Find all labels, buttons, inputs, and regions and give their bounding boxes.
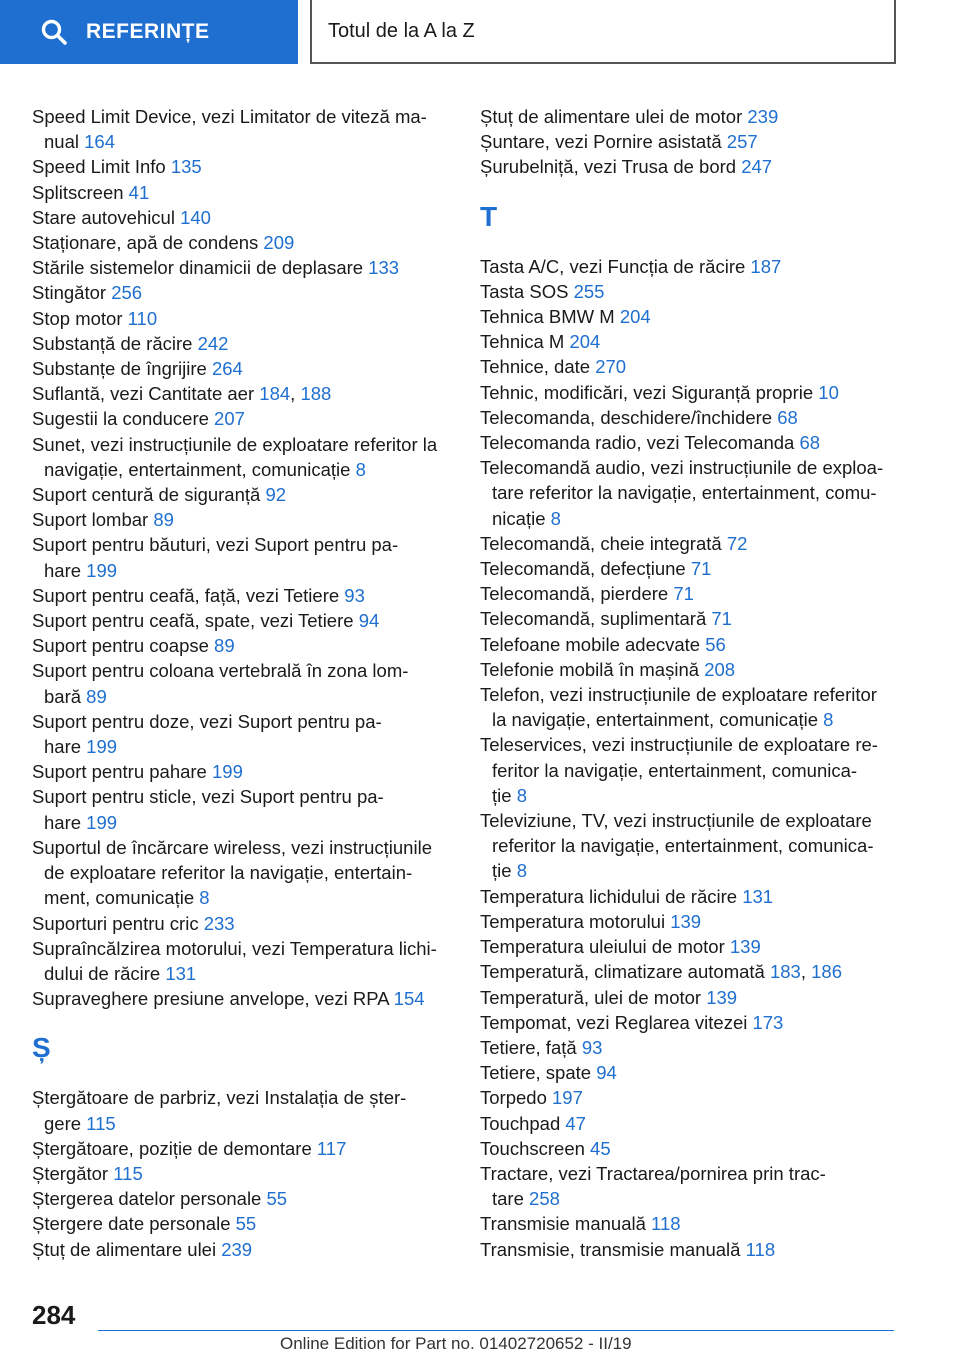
index-entry [32, 835, 452, 911]
page-reference-link[interactable]: 117 [316, 1137, 347, 1159]
index-entry-text: Suport pentru sticle, vezi Suport pentru pa- [32, 786, 384, 808]
index-entry-text: Temperatură, climatizare automată [480, 961, 770, 983]
page-reference-link[interactable]: 45 [590, 1137, 611, 1159]
page-reference-link[interactable]: 204 [619, 306, 651, 328]
section-label: REFERINȚE [86, 20, 210, 43]
index-entry [32, 911, 452, 936]
index-letter-heading: T [480, 200, 498, 232]
page-reference-link[interactable]: 89 [86, 685, 107, 707]
index-entry-text: Telefon, vezi instrucțiunile de exploatare referitor [480, 684, 877, 706]
index-entry-text: bară [44, 685, 87, 707]
index-entry-text: referitor la navigație, entertainment, comunica- [492, 835, 874, 857]
index-entry [480, 455, 910, 531]
index-entry-text: tare referitor la navigație, entertainment, comu- [492, 482, 877, 504]
index-entry-text: hare [44, 811, 87, 833]
index-entry-text: Suport pentru băuturi, vezi Suport pentru pa- [32, 534, 399, 556]
index-entry-text: Tasta A/C, vezi Funcția de răcire [480, 255, 751, 277]
index-entry [32, 658, 452, 708]
page-reference-link[interactable]: 118 [745, 1238, 776, 1260]
index-entry: Temperatură, climatizare automată 183, 186 [480, 961, 842, 983]
page-reference-link[interactable]: 164 [84, 131, 115, 153]
index-entry [32, 1211, 452, 1236]
index-entry [32, 1161, 452, 1186]
index-entry-text: Transmisie manuală [480, 1213, 652, 1235]
page-reference-link[interactable]: 92 [265, 484, 287, 506]
index-entry-text: Substanță de răcire [32, 332, 198, 354]
page-reference-link[interactable]: 56 [705, 633, 726, 655]
page-header [0, 0, 960, 66]
index-entry [480, 808, 910, 884]
index-entry-text: Telecomandă, pierdere [480, 583, 674, 605]
page-reference-link[interactable]: 207 [214, 408, 245, 430]
index-entry [480, 304, 910, 329]
index-entry-text: ție [492, 860, 517, 882]
index-entry-text: Tetiere, spate [480, 1062, 597, 1084]
index-entry [32, 532, 452, 582]
page-reference-link[interactable]: 186 [811, 961, 842, 983]
page-reference-link[interactable]: 8 [516, 860, 527, 882]
index-entry-text: Temperatura lichidului de răcire [480, 885, 743, 907]
page-reference-link[interactable]: 55 [266, 1188, 288, 1210]
index-column-right [480, 104, 910, 1262]
index-entry [32, 1085, 452, 1135]
index-entry [32, 280, 452, 305]
index-entry-text: Telecomandă, suplimentară [480, 608, 712, 630]
page-reference-link[interactable]: 8 [199, 887, 210, 909]
index-entry-text: tare [492, 1188, 530, 1210]
page-reference-link[interactable]: 233 [203, 912, 235, 934]
index-entry-text: Suport pentru pahare [32, 761, 212, 783]
index-entry-text: Suflantă, vezi Cantitate aer [32, 383, 260, 405]
index-entry-text: Torpedo [480, 1087, 552, 1109]
index-entry [32, 180, 452, 205]
page-reference-link[interactable]: 199 [86, 736, 118, 758]
index-entry-text: Suport pentru ceafă, față, vezi Tetiere [32, 584, 345, 606]
index-entry [480, 405, 910, 430]
page-reference-link[interactable]: 55 [235, 1213, 257, 1235]
index-entry-text: nual [44, 131, 85, 153]
index-entry [480, 732, 910, 808]
index-entry [32, 331, 452, 356]
index-entry-text: Ștergătoare, poziție de demontare [32, 1137, 317, 1159]
page-reference-link[interactable]: 115 [113, 1162, 143, 1184]
page-reference-link[interactable]: 72 [726, 532, 748, 554]
page-reference-link[interactable]: 8 [550, 507, 561, 529]
page-reference-link[interactable]: 139 [670, 910, 702, 932]
index-entry-text: Tehnice, date [480, 356, 596, 378]
index-entry: Suflantă, vezi Cantitate aer 184, 188 [32, 383, 332, 405]
index-entry [480, 354, 910, 379]
index-entry [32, 1136, 452, 1161]
index-entry-text: Temperatura uleiului de motor [480, 936, 730, 958]
page-reference-link[interactable]: 257 [726, 131, 758, 153]
page-reference-link[interactable]: 118 [651, 1213, 681, 1235]
index-entry-text: Ștergător [32, 1162, 114, 1184]
page-reference-link[interactable]: 110 [127, 307, 158, 329]
index-entry [480, 1060, 910, 1085]
index-entry [32, 759, 452, 784]
index-letter-heading: Ș [32, 1032, 51, 1064]
index-entry-text: Șurubelniță, vezi Trusa de bord [480, 156, 742, 178]
page-reference-link[interactable]: 187 [750, 255, 782, 277]
index-entry-text: Suport lombar [32, 509, 154, 531]
index-entry-text: Temperatură, ulei de motor [480, 986, 707, 1008]
index-entry [480, 1237, 910, 1262]
index-entry [480, 632, 910, 657]
index-entry-text: Splitscreen [32, 181, 129, 203]
page-reference-link[interactable]: 89 [153, 509, 174, 531]
index-entry-text: Telecomandă, cheie integrată [480, 532, 727, 554]
index-entry [32, 205, 452, 230]
index-entry-text: de exploatare referitor la navigație, entertain- [44, 862, 413, 884]
index-entry-text: Touchscreen [480, 1137, 591, 1159]
page-reference-link[interactable]: 239 [747, 106, 779, 127]
page-reference-link[interactable]: 89 [214, 635, 235, 657]
index-entry-text: Suport pentru coapse [32, 635, 215, 657]
index-entry [32, 154, 452, 179]
page-reference-link[interactable]: 173 [752, 1011, 784, 1033]
page-reference-link[interactable]: 184 [259, 383, 291, 405]
index-entry [480, 1161, 910, 1211]
index-entry [480, 556, 910, 581]
page-reference-link[interactable]: 131 [742, 885, 774, 907]
page-reference-link[interactable]: 239 [221, 1238, 253, 1260]
index-entry-text: Tehnic, modificări, vezi Siguranță proprie [480, 381, 819, 403]
index-entry-text: Stingător [32, 282, 112, 304]
index-entry [480, 1136, 910, 1161]
index-entry [480, 657, 910, 682]
index-entry-text: Stările sistemelor dinamicii de deplasare [32, 257, 369, 279]
index-entry-text: Stare autovehicul [32, 206, 181, 228]
index-entry-text: Șuntare, vezi Pornire asistată [480, 131, 727, 153]
page-reference-link[interactable]: 68 [799, 432, 821, 454]
index-entry [480, 682, 910, 732]
index-entry-text: navigație, entertainment, comunicație [44, 458, 356, 480]
index-entry [480, 909, 910, 934]
index-entry [480, 104, 910, 129]
index-entry [32, 432, 452, 482]
index-entry-text: Speed Limit Info [32, 156, 171, 178]
page-reference-link[interactable]: 139 [706, 986, 738, 1008]
index-entry-text: Supraîncălzirea motorului, vezi Temperatura lichi- [32, 937, 437, 959]
page-reference-link[interactable]: 209 [263, 232, 295, 254]
page-reference-link[interactable]: 94 [358, 610, 380, 632]
index-entry-text: Telecomandă, defecțiune [480, 558, 691, 580]
index-entry [480, 1085, 910, 1110]
index-entry-text: Tetiere, față [480, 1036, 582, 1058]
index-entry-text: Ștergerea datelor personale [32, 1188, 267, 1210]
index-entry-text: Suport centură de siguranță [32, 484, 266, 506]
index-entry [480, 884, 910, 909]
index-entry [32, 1237, 452, 1262]
index-entry [480, 329, 910, 354]
page-reference-link[interactable]: 199 [86, 811, 118, 833]
index-entry-text: Speed Limit Device, vezi Limitator de viteză ma- [32, 106, 427, 127]
index-entry [480, 430, 910, 455]
page-reference-link[interactable]: 8 [355, 458, 366, 480]
page-reference-link[interactable]: 270 [595, 356, 627, 378]
index-entry-text: Telefoane mobile adecvate [480, 633, 706, 655]
search-icon [40, 18, 68, 46]
index-entry-text: feritor la navigație, entertainment, comunica- [492, 759, 858, 781]
index-entry [32, 784, 452, 834]
index-entry-text: Telecomandă audio, vezi instrucțiunile de exploa- [480, 457, 884, 479]
page-reference-link[interactable]: 199 [86, 559, 118, 581]
index-entry [480, 581, 910, 606]
index-column-left [32, 104, 452, 1262]
index-entry [480, 1211, 910, 1236]
index-entry-text: Tasta SOS [480, 280, 574, 302]
index-entry [32, 608, 452, 633]
page-reference-link[interactable]: 135 [170, 156, 202, 178]
page-reference-link[interactable]: 264 [211, 358, 243, 380]
index-entry-text: Tempomat, vezi Reglarea vitezei [480, 1011, 753, 1033]
index-entry [480, 380, 910, 405]
page-reference-link[interactable]: 8 [823, 709, 834, 731]
index-entry [480, 985, 910, 1010]
page-reference-link[interactable]: 197 [552, 1087, 583, 1109]
index-entry-text: Stop motor [32, 307, 128, 329]
index-entry-text: Teleservices, vezi instrucțiunile de exploatare re- [480, 734, 878, 756]
page-reference-link[interactable]: 71 [673, 583, 694, 605]
page-reference-link[interactable]: 139 [729, 936, 761, 958]
index-entry [480, 154, 910, 179]
page-reference-link[interactable]: 10 [818, 381, 839, 403]
page-reference-link[interactable]: 255 [573, 280, 605, 302]
page-reference-link[interactable]: 256 [111, 282, 143, 304]
topic-tab[interactable] [310, 0, 896, 64]
index-entry [32, 507, 452, 532]
index-entry-text: Suport pentru coloana vertebrală în zona lom- [32, 660, 409, 682]
index-entry-text: ție [492, 784, 517, 806]
page-reference-link[interactable]: 188 [300, 383, 332, 405]
index-entry-text: Transmisie, transmisie manuală [480, 1238, 746, 1260]
page-reference-link[interactable]: 131 [165, 962, 197, 984]
index-entry [32, 255, 452, 280]
index-entry-text: Touchpad [480, 1112, 566, 1134]
page-reference-link[interactable]: 154 [393, 988, 425, 1010]
index-entry [480, 531, 910, 556]
index-entry [32, 306, 452, 331]
index-entry-text: hare [44, 736, 87, 758]
index-entry-text: Suportul de încărcare wireless, vezi instrucțiunile [32, 836, 432, 858]
page-reference-link[interactable]: 140 [180, 206, 211, 228]
index-entry-text: Suport pentru ceafă, spate, vezi Tetiere [32, 610, 359, 632]
index-entry-text: Staționare, apă de condens [32, 232, 264, 254]
index-entry [32, 936, 452, 986]
page-reference-link[interactable]: 208 [704, 658, 736, 680]
index-entry [32, 633, 452, 658]
index-entry-text: Suport pentru doze, vezi Suport pentru pa- [32, 710, 382, 732]
index-entry-text: Ștergere date personale [32, 1213, 236, 1235]
index-entry-text: dului de răcire [44, 962, 166, 984]
index-entry [480, 129, 910, 154]
index-entry-text: Supraveghere presiune anvelope, vezi RPA [32, 988, 394, 1010]
page-reference-link[interactable]: 41 [128, 181, 150, 203]
index-entry-text: Temperatura motorului [480, 910, 671, 932]
index-entry [32, 709, 452, 759]
page-reference-link[interactable]: 183 [769, 961, 801, 983]
index-entry-text: gere [44, 1112, 87, 1134]
section-tab-references[interactable] [0, 0, 298, 64]
page-number: 284 [32, 1300, 76, 1330]
page-reference-link[interactable]: 71 [711, 608, 732, 630]
index-entry [480, 606, 910, 631]
footer-divider [98, 1330, 894, 1331]
index-entry [32, 230, 452, 255]
index-entry [480, 279, 910, 304]
index-entry-text: Suporturi pentru cric [32, 912, 204, 934]
page-reference-link[interactable]: 93 [344, 584, 365, 606]
index-entry-text: Ștuț de alimentare ulei de motor [480, 106, 748, 127]
index-entry-text: Tractare, vezi Tractarea/pornirea prin trac- [480, 1162, 826, 1184]
index-entry [480, 254, 910, 279]
index-entry-text: Ștuț de alimentare ulei [32, 1238, 222, 1260]
index-entry-text: Telecomanda radio, vezi Telecomanda [480, 432, 800, 454]
index-entry [32, 583, 452, 608]
index-entry-text: la navigație, entertainment, comunicație [492, 709, 824, 731]
index-entry [480, 1111, 910, 1136]
page-reference-link[interactable]: 115 [86, 1112, 116, 1134]
index-entry [32, 482, 452, 507]
index-entry [480, 1035, 910, 1060]
topic-label: Totul de la A la Z [328, 19, 475, 42]
index-entry [32, 986, 452, 1011]
index-entry [32, 104, 452, 154]
index-entry-text: Substanțe de îngrijire [32, 358, 212, 380]
page-reference-link[interactable]: 94 [596, 1062, 617, 1084]
page-reference-link[interactable]: 8 [516, 784, 527, 806]
footer-edition: Online Edition for Part no. 01402720652 - II/19 [280, 1334, 632, 1353]
index-entry-text: hare [44, 559, 87, 581]
page-reference-link[interactable]: 93 [581, 1036, 603, 1058]
index-entry-text: Sunet, vezi instrucțiunile de exploatare referitor la [32, 433, 438, 455]
page-reference-link[interactable]: 47 [565, 1112, 586, 1134]
index-entry-text: Telecomanda, deschidere/închidere [480, 406, 778, 428]
index-entry [480, 934, 910, 959]
index-entry-text: Ștergătoare de parbriz, vezi Instalația de șter- [32, 1087, 407, 1109]
index-entry-text: Telefonie mobilă în mașină [480, 658, 705, 680]
index-entry [32, 356, 452, 381]
index-entry-text: Tehnica M [480, 331, 570, 353]
index-entry-text: Sugestii la conducere [32, 408, 215, 430]
page-reference-link[interactable]: 247 [741, 156, 773, 178]
page-reference-link[interactable]: 258 [529, 1188, 560, 1210]
page-reference-link[interactable]: 199 [212, 761, 243, 783]
index-entry-text: ment, comunicație [44, 887, 200, 909]
index-entry [32, 1186, 452, 1211]
page-reference-link[interactable]: 242 [197, 332, 229, 354]
page-reference-link[interactable]: 204 [569, 331, 601, 353]
index-entry-text: Tehnica BMW M [480, 306, 620, 328]
index-entry [32, 406, 452, 431]
page-reference-link[interactable]: 71 [690, 558, 712, 580]
index-entry-text: nicație [492, 507, 551, 529]
index-entry [480, 1010, 910, 1035]
page-reference-link[interactable]: 133 [368, 257, 400, 279]
page-reference-link[interactable]: 68 [777, 406, 798, 428]
index-entry-text: Televiziune, TV, vezi instrucțiunile de exploatare [480, 810, 872, 832]
